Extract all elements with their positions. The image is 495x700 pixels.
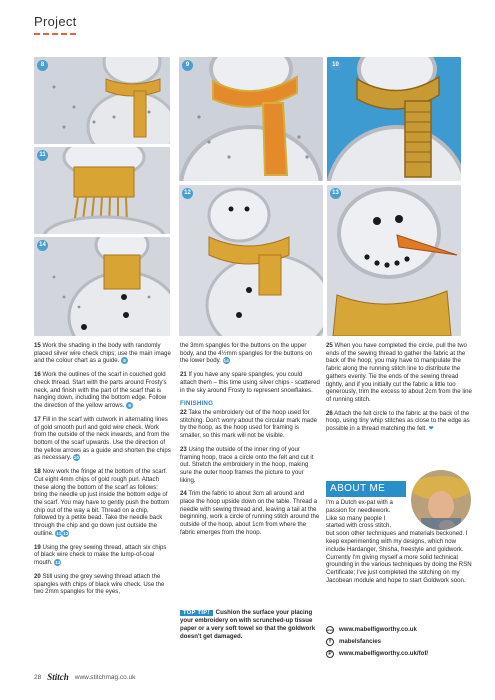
- step-badge: 8: [37, 60, 48, 71]
- globe-icon: www: [327, 628, 335, 632]
- instructions-column-1: [34, 342, 172, 602]
- top-tip-text: Cushion the surface your placing your embroidery on with scrunched-up tissue paper or a very soft towel so that the goldwork doesn't get damaged.: [180, 609, 316, 640]
- step-badge: 9: [182, 60, 193, 71]
- step-19: 19 Using the grey sewing thread, attach six chips of black wire check to make the lump-of-coal mouth. 13: [34, 543, 167, 567]
- photo-ref-badge: 14: [223, 358, 229, 364]
- heart-icon: ❤: [428, 425, 434, 433]
- step-photo-9: [179, 57, 323, 181]
- step-23: 23 Using the outside of the inner ring of your framing hoop, trace a circle onto the felt and cut it out. Stretch the embroidery in the hoop, making sure the outer hoop frames the picture to your liking.: [180, 445, 314, 484]
- about-me-text: I'm a Dutch ex-pat with a passion for needlework. Like so many people I started with cross stitch, but soon other techniques and materials beckoned. I keep experimenting with my designs, which now include Hardanger, Shisha, freestyle and goldwork. Currently I'm giving myself a more solid technical grounding in the various techniques by doing the RSN Certificate; I've just completed the stitching on my Jacobean module and hope to start Goldwork soon.: [326, 499, 472, 584]
- magazine-url[interactable]: www.stitchmag.co.uk: [74, 673, 136, 681]
- finishing-heading: FINISHING: [180, 400, 214, 408]
- step-17: 17 Fill in the scarf with cutwork in alternating lines of gold smooth purl and gold wire check. Work from the outside of the neck inwards, and from the bottom of the scarf upwards. Use the direction of the yellow arrows as a guide and shorten the chips as necessary. 10: [34, 415, 171, 462]
- step-20: 20 Still using the grey sewing thread attach the spangles with chips of black wire check. Use the two 2mm spangles for the eyes,: [34, 572, 165, 596]
- author-links: [326, 624, 428, 660]
- photo-ref-badge: 11: [56, 530, 62, 536]
- step-25: 25 When you have completed the circle, pull the two ends of the sewing thread to gather the fabric at the back of the hoop; you may have to manipulate the fabric along the running stitch line to distribute the gathers evenly. Tie the ends of the sewing thread tightly, and if you initially cut the fabric a little too generously, trim the excess to about 2cm from the line of running stitch.: [326, 342, 472, 403]
- step-photo-14: [34, 237, 170, 336]
- photo-ref-badge: 10: [73, 455, 79, 461]
- step-photo-11: [34, 147, 170, 234]
- step-20-continued: the 3mm spangles for the buttons on the upper body, and the 4½mm spangles for the buttons on the lower body. 14: [180, 342, 313, 365]
- step-22: 22 Take the embroidery out of the hoop used for stitching. Don't worry about the circular mark made by the hoop, as the hoop used for framing is smaller, so this mark will not be visible.: [180, 409, 317, 440]
- photo-ref-badge: 13: [55, 560, 61, 566]
- photo-ref-badge: 9: [126, 402, 133, 409]
- facebook-link[interactable]: f mabelsfancies: [326, 636, 428, 648]
- step-16: 16 Work the outlines of the scarf in couched gold check thread. Start with the parts around Frosty's neck, and finish with the part of the scarf that is hanging down, including the bottom edge. Follow the direction of the yellow arrows. 9: [34, 371, 167, 410]
- step-24: 24 Trim the fabric to about 3cm all around and place the hoop upside down on the table. Thread a needle with sewing thread and, leaving a tail at the beginning, work a circle of running stitch around the outside of the hoop, about 1cm from where the fabric emerges from the hoop.: [180, 490, 320, 536]
- page-footer: [34, 672, 135, 682]
- step-badge: 13: [330, 188, 341, 199]
- top-tip-box: [180, 609, 320, 641]
- step-21: 21 If you have any spare spangles, you could attach them – this time using silver chips - scattered in the sky around Frosty to represent snowflakes.: [180, 371, 320, 394]
- step-badge: 10: [330, 60, 341, 71]
- step-18: 18 Now work the fringe at the bottom of the scarf. Cut eight 4mm chips of gold rough purl. Attach these along the bottom of the scarf as follows: bring the needle up just inside the bottom edge of the scarf. You may have to gently push the bottom chip out of the way a bit. Thread on a chip, followed by a petite bead. Take the needle back through the chip and go down just outside the outline. 11 12: [34, 468, 170, 537]
- photo-ref-badge: 8: [121, 357, 128, 364]
- step-photo-12: [179, 185, 323, 336]
- step-badge: 11: [37, 150, 48, 161]
- top-tip-label: TOP TIP!: [180, 610, 213, 616]
- step-badge: 14: [37, 240, 48, 251]
- about-me-heading: ABOUT ME: [326, 481, 406, 497]
- pinterest-icon: P: [326, 650, 334, 658]
- step-26: 26 Attach the felt circle to the fabric at the back of the hoop, using tiny whip stitches as close to the edge as possible in a thread matching the felt. ❤: [326, 409, 470, 433]
- section-underline: [34, 33, 76, 35]
- facebook-icon: f: [326, 638, 334, 646]
- step-photo-10: [327, 57, 461, 181]
- step-photo-13: [327, 185, 461, 336]
- pinterest-link[interactable]: P www.mabelfigworthy.co.uk/fof/: [326, 648, 428, 660]
- section-title: Project: [34, 14, 77, 29]
- step-photo-8: [34, 57, 170, 144]
- step-15: 15 Work the shading in the body with randomly placed silver wire check chips; use the main image and the colour chart as a guide. 8: [34, 342, 171, 365]
- step-badge: 12: [182, 188, 193, 199]
- magazine-logo: Stitch: [47, 672, 69, 682]
- instructions-column-2: [180, 342, 320, 543]
- page-number: 28: [34, 673, 42, 681]
- instructions-column-3: [326, 342, 474, 439]
- photo-ref-badge: 12: [63, 530, 69, 536]
- website-link[interactable]: www www.mabelfigworthy.co.uk: [327, 626, 417, 633]
